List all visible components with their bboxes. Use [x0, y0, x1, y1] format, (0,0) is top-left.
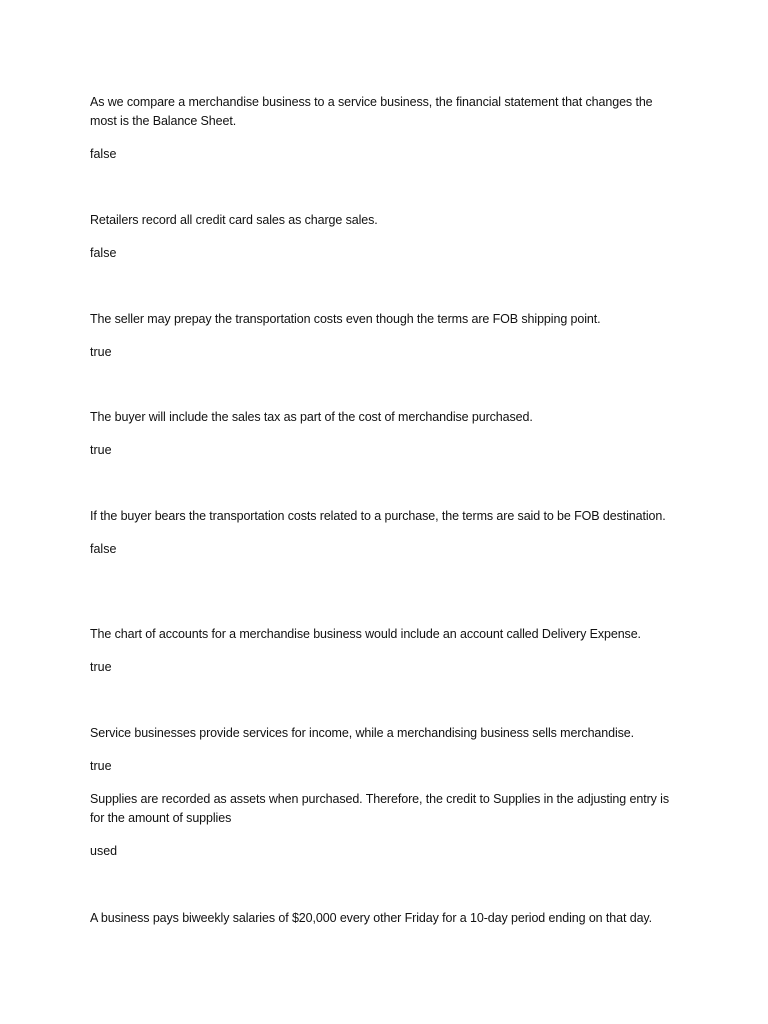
answer-text: false [90, 147, 117, 161]
qa-item [90, 625, 680, 677]
qa-item [90, 507, 680, 559]
answer-text: used [90, 844, 118, 858]
answer-text: true [90, 443, 112, 457]
qa-item [90, 211, 680, 263]
question-text: Supplies are recorded as assets when purchased. Therefore, the credit to Supplies in the adjusting entry is for the amount of supplies [90, 792, 669, 825]
question-text: As we compare a merchandise business to a service business, the financial statement that changes the most is the Balance Sheet. [90, 95, 653, 128]
question-text: If the buyer bears the transportation costs related to a purchase, the terms are said to be FOB destination. [90, 509, 666, 523]
qa-item [90, 93, 680, 164]
question-text: The seller may prepay the transportation costs even though the terms are FOB shipping point. [90, 312, 601, 326]
qa-item [90, 408, 680, 460]
question-text: A business pays biweekly salaries of $20,000 every other Friday for a 10-day period ending on that day. [90, 911, 653, 925]
qa-item [90, 790, 680, 861]
answer-text: true [90, 660, 112, 674]
answer-text: false [90, 246, 117, 260]
answer-text: false [90, 542, 117, 556]
answer-text: true [90, 759, 112, 773]
question-text: The buyer will include the sales tax as part of the cost of merchandise purchased. [90, 410, 533, 424]
question-text: Service businesses provide services for income, while a merchandising business sells merchandise. [90, 726, 635, 740]
question-text: The chart of accounts for a merchandise business would include an account called Delivery Expense. [90, 627, 641, 641]
answer-text: true [90, 345, 112, 359]
question-text: Retailers record all credit card sales as charge sales. [90, 213, 378, 227]
qa-item [90, 909, 680, 928]
qa-item [90, 724, 680, 776]
qa-item [90, 310, 680, 362]
